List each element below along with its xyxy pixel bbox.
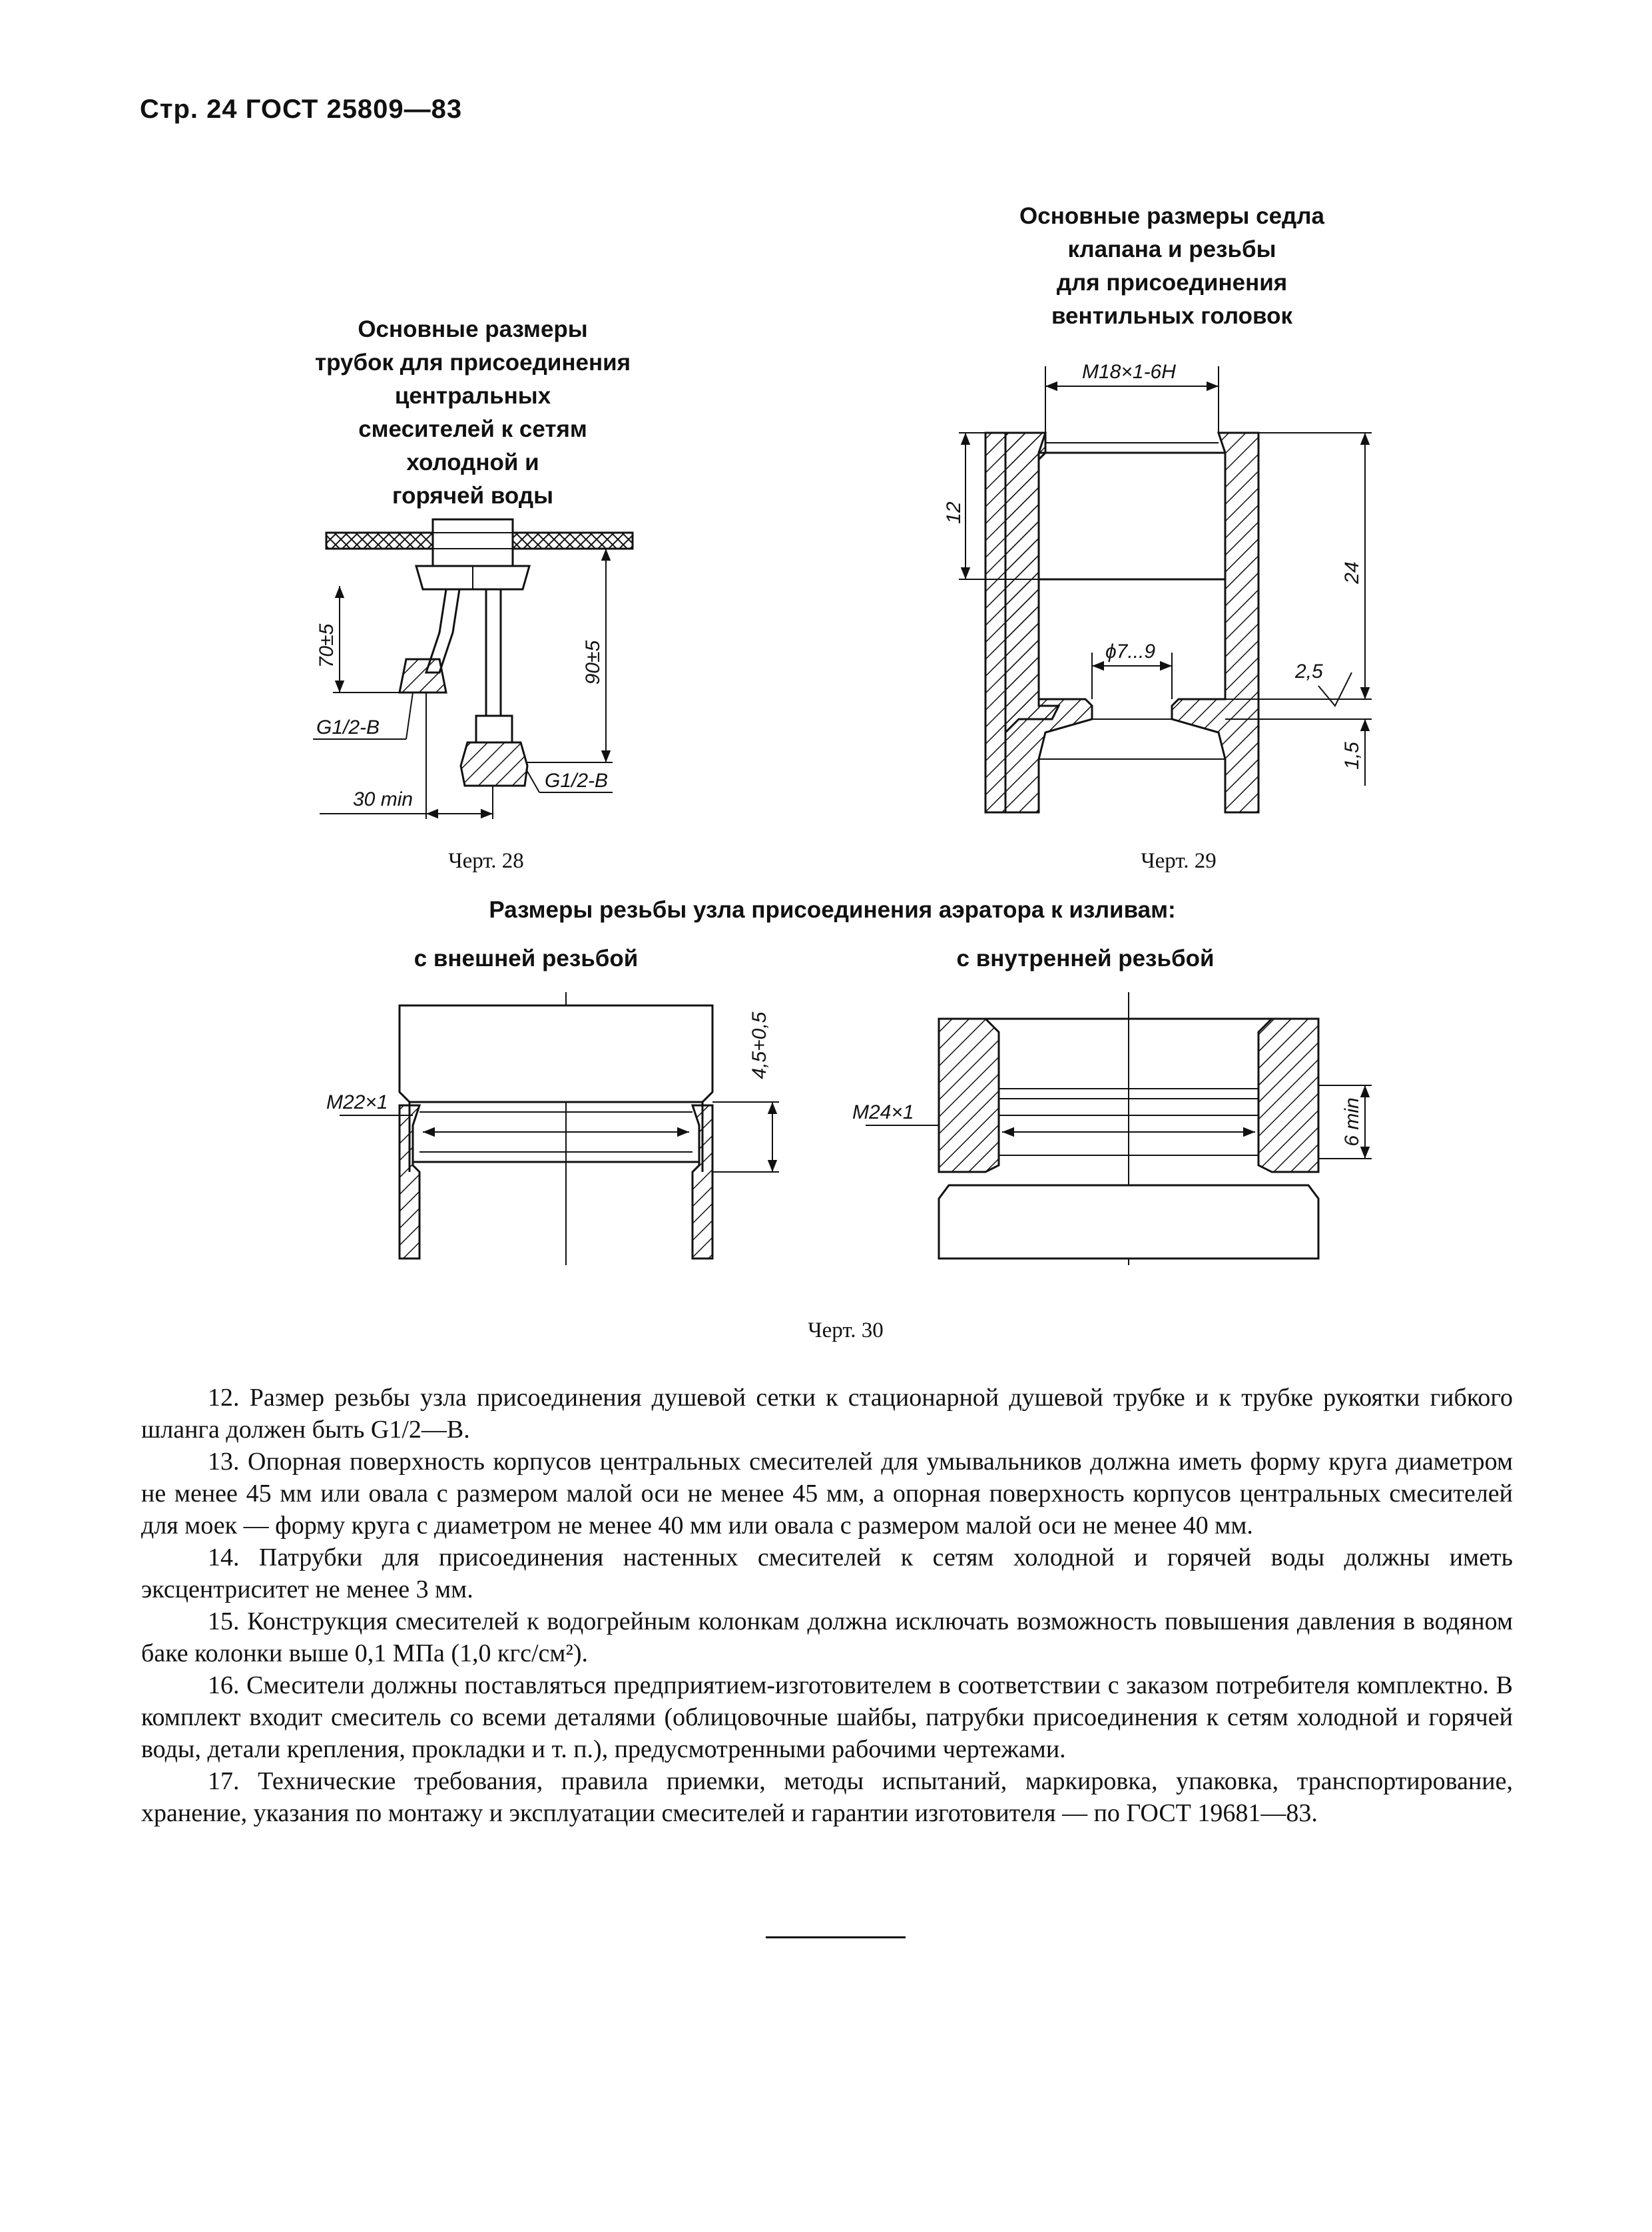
- fig30-right-drawing: [826, 992, 1425, 1272]
- paragraph-16: 16. Смесители должны поставляться предприятием-изготовителем в соответствии с заказом потребителя комплектно. В комплект входит смеситель со всеми деталями (облицовочные шайбы, патрубки присоединения к сетям холодной и горячей воды, детали крепления, прокладки и т. п.), предусмотренными рабочими чертежами.: [141, 1671, 1513, 1763]
- fig29-drawing: [943, 360, 1412, 826]
- fig30-dim-min: 6 min: [1341, 1097, 1363, 1147]
- end-rule: [766, 1936, 906, 1938]
- fig28-title-line: горячей воды: [392, 483, 553, 509]
- fig29-caption: Черт. 29: [1141, 849, 1217, 873]
- paragraph-14: 14. Патрубки для присоединения настенных смесителей к сетям холодной и горячей воды должны иметь эксцентриситет не менее 3 мм.: [141, 1543, 1513, 1603]
- fig28-thread-left: G1/2-B: [316, 716, 380, 738]
- fig29-dim-24: 24: [1341, 561, 1363, 584]
- paragraph-12: 12. Размер резьбы узла присоединения душевой сетки к стационарной душевой трубке и к трубке рукоятки гибкого шланга должен быть G1/2—В.: [141, 1384, 1513, 1444]
- fig29-title-line: клапана и резьбы: [1067, 236, 1276, 262]
- fig29-title-line: Основные размеры седла: [1019, 203, 1324, 229]
- fig30-caption: Черт. 30: [808, 1318, 884, 1342]
- fig30-dim-45: 4,5+0,5: [748, 1011, 770, 1079]
- page-header: Стр. 24 ГОСТ 25809—83: [140, 95, 463, 124]
- paragraph-13: 13. Опорная поверхность корпусов центральных смесителей для умывальников должна иметь форму круга диаметром не менее 45 мм или овала с размером малой оси не менее 45 мм, а опорная поверхность корпусов центральных смесителей для моек — форму круга с диаметром не менее 40 мм или овала с размером малой оси не менее 40 мм.: [141, 1448, 1513, 1539]
- fig29-dim-15: 1,5: [1341, 742, 1363, 770]
- fig30-left-label: с внешней резьбой: [413, 946, 639, 972]
- fig28-title-line: центральных: [394, 383, 551, 409]
- fig30-right-label: с внутренней резьбой: [956, 946, 1215, 972]
- fig29-title-line: вентильных головок: [1051, 303, 1292, 329]
- paragraph-17: 17. Технические требования, правила приемки, методы испытаний, маркировка, упаковка, транспортирование, хранение, указания по монтажу и эксплуатации смесителей и гарантии изготовителя — по ГОСТ 19681—83.: [141, 1767, 1513, 1827]
- fig29-thread: M18×1-6H: [1082, 361, 1176, 383]
- fig29-title-line: для присоединения: [1056, 270, 1288, 296]
- fig28-title-line: холодной и: [406, 449, 539, 475]
- fig28-thread-right: G1/2-B: [545, 770, 609, 792]
- paragraph-15: 15. Конструкция смесителей к водогрейным колонкам должна исключать возможность повышения давления в водяном баке колонки выше 0,1 МПа (1,0 кгс/см²).: [141, 1607, 1513, 1667]
- fig29-roughness: 2,5: [1295, 661, 1323, 683]
- fig28-dim-70: 70±5: [316, 623, 338, 669]
- fig28-drawing: [293, 513, 666, 832]
- fig28-title: [266, 313, 679, 513]
- fig29-title: [965, 200, 1378, 333]
- fig29-diameter: ϕ7...9: [1105, 641, 1156, 663]
- fig28-title-line: Основные размеры: [358, 316, 588, 342]
- fig29-dim-12: 12: [943, 501, 965, 524]
- fig28-title-line: смесителей к сетям: [358, 416, 587, 442]
- fig30-m22: M22×1: [326, 1091, 388, 1113]
- fig30-left-drawing: [313, 992, 792, 1272]
- body-text: [141, 1382, 1513, 1829]
- fig30-m24: M24×1: [852, 1101, 914, 1123]
- fig28-caption: Черт. 28: [448, 849, 524, 873]
- fig28-title-line: трубок для присоединения: [314, 350, 631, 376]
- fig28-dim-90: 90±5: [582, 640, 604, 685]
- fig30-title: Размеры резьбы узла присоединения аэратора к изливам:: [489, 897, 1176, 923]
- fig28-dim-min: 30 min: [353, 788, 413, 810]
